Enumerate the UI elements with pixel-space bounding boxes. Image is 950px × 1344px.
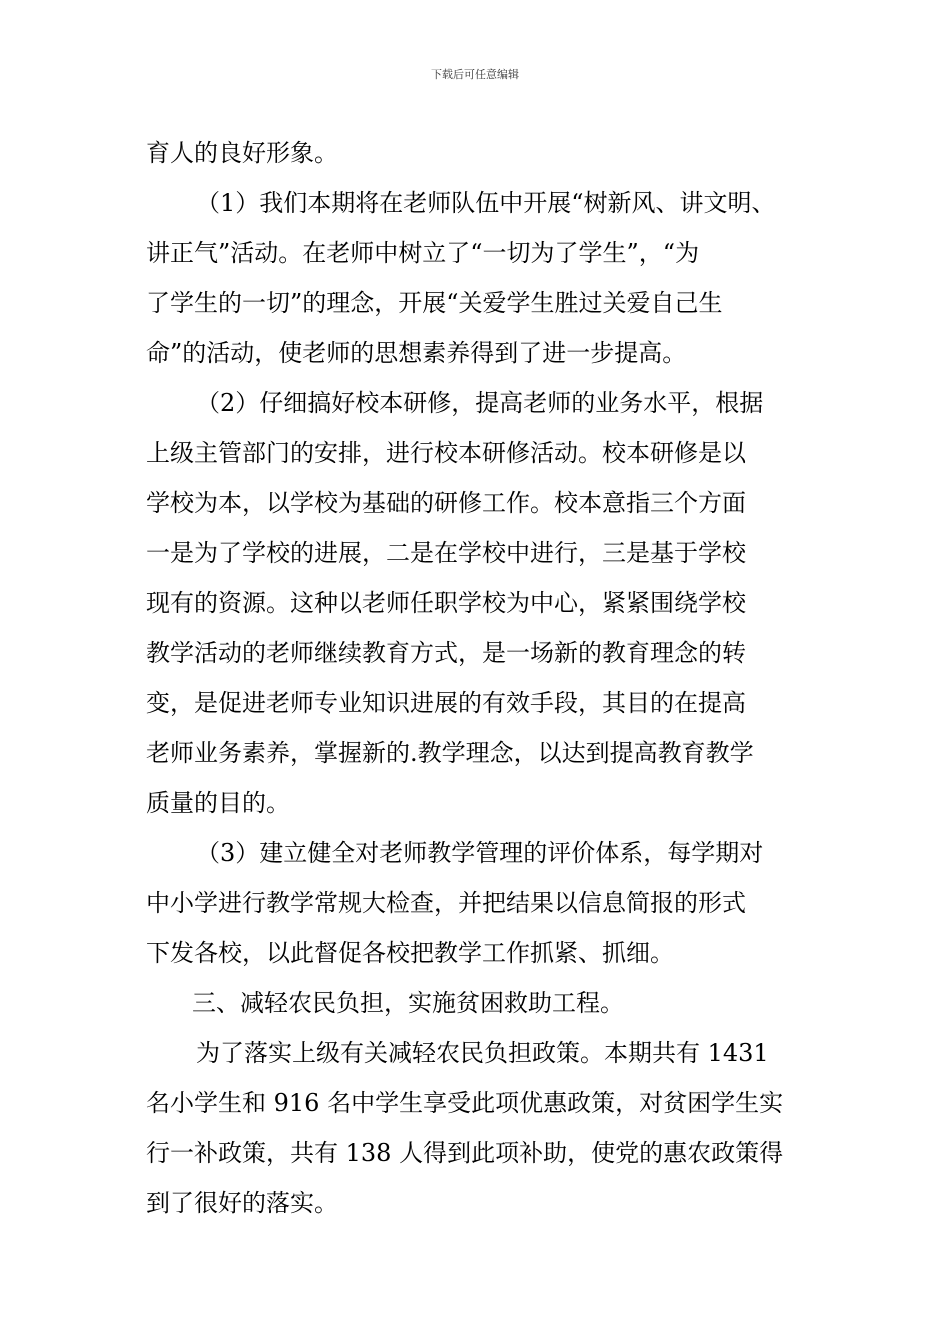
text-line: 下发各校，以此督促各校把教学工作抓紧、抓细。 <box>146 939 674 967</box>
text-line: 上级主管部门的安排，进行校本研修活动。校本研修是以 <box>146 439 746 467</box>
paragraph-line: （2）仔细搞好校本研修，提高老师的业务水平，根据 <box>196 389 764 417</box>
text-line: 命”的活动，使老师的思想素养得到了进一步提高。 <box>146 339 687 367</box>
text-line: 了学生的一切”的理念，开展“关爱学生胜过关爱自己生 <box>146 289 723 317</box>
text-line: 育人的良好形象。 <box>146 139 338 167</box>
text-line: 学校为本，以学校为基础的研修工作。校本意指三个方面 <box>146 489 746 517</box>
text-line: 现有的资源。这种以老师任职学校为中心，紧紧围绕学校 <box>146 589 746 617</box>
text-line: 变，是促进老师专业知识进展的有效手段，其目的在提高 <box>146 689 746 717</box>
paragraph-line: （3）建立健全对老师教学管理的评价体系，每学期对 <box>196 839 764 867</box>
text-line: 一是为了学校的进展，二是在学校中进行，三是基于学校 <box>146 539 746 567</box>
document-body <box>146 128 810 1228</box>
text-line: 名小学生和 916 名中学生享受此项优惠政策，对贫困学生实 <box>146 1089 784 1117</box>
text-line: 到了很好的落实。 <box>146 1189 338 1217</box>
text-line: 质量的目的。 <box>146 789 290 817</box>
text-line: 中小学进行教学常规大检查，并把结果以信息简报的形式 <box>146 889 746 917</box>
text-line: 教学活动的老师继续教育方式，是一场新的教育理念的转 <box>146 639 746 667</box>
paragraph-line: （1）我们本期将在老师队伍中开展“树新风、讲文明、 <box>196 189 776 217</box>
text-line: 讲正气”活动。在老师中树立了“一切为了学生”，“为 <box>146 239 700 267</box>
page-header: 下载后可任意编辑 <box>431 68 519 81</box>
section-heading: 三、减轻农民负担，实施贫困救助工程。 <box>192 989 624 1017</box>
paragraph-line: 为了落实上级有关减轻农民负担政策。本期共有 1431 <box>196 1039 769 1067</box>
text-line: 行一补政策，共有 138 人得到此项补助，使党的惠农政策得 <box>146 1139 784 1167</box>
text-line: 老师业务素养，掌握新的.教学理念，以达到提高教育教学 <box>146 739 754 767</box>
